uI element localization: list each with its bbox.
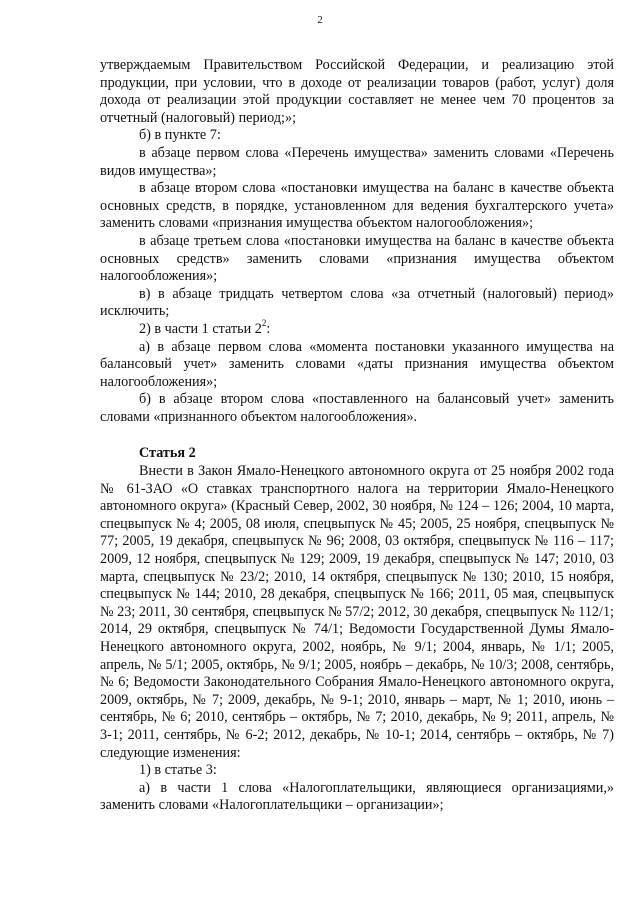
article-heading: Статья 2 [139, 445, 196, 462]
paragraph: а) в абзаце первом слова «момента постановки указанного имущества на балансовый учет» заменить словами «даты признания имущества объектом налогообложения»; [100, 338, 614, 390]
paragraph: в абзаце втором слова «постановки имущества на баланс в качестве объекта основных средств, в порядке, установленном для ведения бухгалтерского учета» заменить словами «признания имущества объектом налогообложения»; [100, 180, 614, 232]
paragraph-text: : [266, 320, 271, 337]
paragraph: 1) в статье 3: [139, 762, 217, 779]
paragraph-text: 2) в части 1 статьи 2 [139, 320, 262, 337]
paragraph: Внести в Закон Ямало-Ненецкого автономного округа от 25 ноября 2002 года № 61-ЗАО «О ставках транспортного налога на территории Ямало-Ненецкого автономного округа» (Красный Север, 2002, 30 ноября, № 124 – 126; 2004, 10 марта, спецвыпуск № 4; 2005, 08 июля, спецвыпуск № 45; 2005, 25 ноября, спецвыпуск № 77; 2005, 19 декабря, спецвыпуск № 96; 2008, 03 октября, спецвыпуск № 116 – 117; 2009, 12 ноября, спецвыпуск № 129; 2009, 19 декабря, спецвыпуск № 147; 2010, 03 марта, спецвыпуск № 23/2; 2010, 14 октября, спецвыпуск № 130; 2010, 15 ноября, спецвыпуск № 144; 2010, 28 декабря, спецвыпуск № 166; 2011, 05 мая, спецвыпуск № 23; 2011, 30 сентября, спецвыпуск № 57/2; 2012, 30 декабря, спецвыпуск № 112/1; 2014, 29 октября, спецвыпуск № 74/1; Ведомости Государственной Думы Ямало-Ненецкого автономного округа, 2002, ноябрь, № 9/1; 2004, январь, № 1/1; 2005, апрель, № 5/1; 2005, октябрь, № 9/1; 2005, ноябрь – декабрь, № 10/3; 2008, сентябрь, № 6; Ведомости Законодательного Собрания Ямало-Ненецкого автономного округа, 2009, октябрь, № 7; 2009, декабрь, № 9-1; 2010, январь – март, № 1; 2010, июнь – сентябрь, № 6; 2010, сентябрь – октябрь, № 7; 2010, декабрь, № 9; 2011, апрель, № 3-1; 2011, сентябрь, № 6-2; 2012, декабрь, № 10-1; 2014, сентябрь – октябрь, № 7) следующие изменения: [100, 463, 614, 761]
paragraph: б) в абзаце втором слова «поставленного на балансовый учет» заменить словами «признанного объектом налогообложения». [100, 391, 614, 425]
page-number: 2 [317, 14, 323, 26]
paragraph: в) в абзаце тридцать четвертом слова «за отчетный (налоговый) период» исключить; [100, 285, 614, 320]
paragraph: в абзаце первом слова «Перечень имущества» заменить словами «Перечень видов имущества»; [100, 144, 614, 179]
superscript: 2 [261, 318, 267, 329]
paragraph: а) в части 1 слова «Налогоплательщики, являющиеся организациями,» заменить словами «Налогоплательщики – организации»; [100, 779, 614, 814]
paragraph: утверждаемым Правительством Российской Федерации, и реализацию этой продукции, при условии, что в доходе от реализации товаров (работ, услуг) доля дохода от реализации этой продукции составляет не менее чем 70 процентов за отчетный (налоговый) период;»; [100, 57, 614, 126]
spacer [100, 426, 614, 445]
paragraph: б) в пункте 7: [139, 127, 221, 144]
paragraph [100, 318, 614, 339]
paragraph: в абзаце третьем слова «постановки имущества на баланс в качестве объекта основных средств» заменить словами «признания имущества объектом налогообложения»; [100, 232, 614, 285]
document-body [100, 57, 614, 815]
